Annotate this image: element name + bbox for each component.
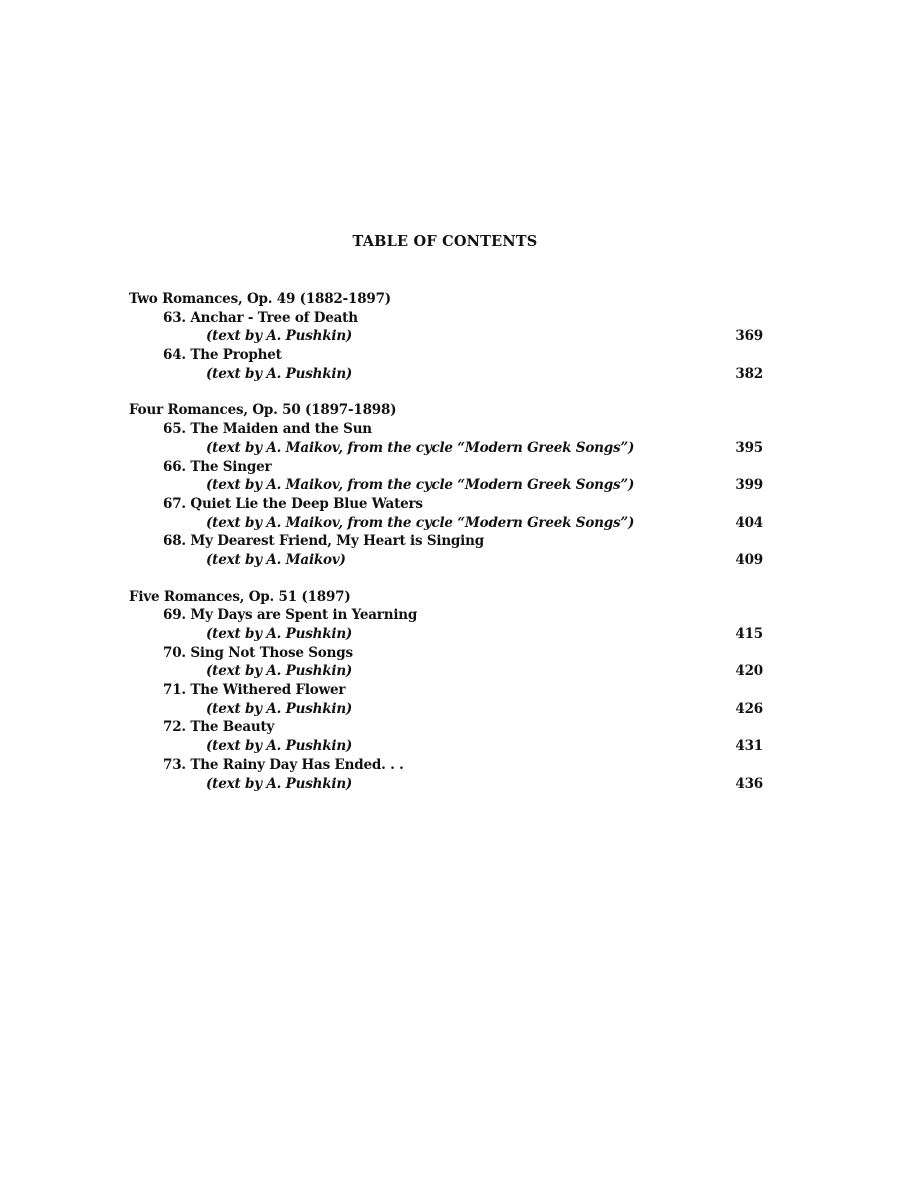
- song-title[interactable]: 65. The Maiden and the Sun: [163, 421, 372, 438]
- song-credit: [129, 365, 769, 384]
- song-title[interactable]: 63. Anchar - Tree of Death: [163, 309, 358, 326]
- song-credit: [129, 625, 769, 644]
- page-number[interactable]: 436: [735, 775, 763, 792]
- page-title: TABLE OF CONTENTS: [352, 233, 538, 250]
- song-credit: [129, 700, 769, 719]
- song-title[interactable]: 68. My Dearest Friend, My Heart is Singing: [163, 533, 484, 550]
- toc-section: [129, 401, 769, 569]
- page-number[interactable]: 409: [735, 551, 763, 568]
- credit-text: (text by A. Pushkin): [206, 626, 353, 642]
- page-number[interactable]: 426: [735, 700, 763, 717]
- page-number[interactable]: 420: [735, 663, 763, 680]
- song-credit: [129, 327, 769, 346]
- song-title[interactable]: 66. The Singer: [163, 458, 272, 475]
- song-credit: [129, 551, 769, 570]
- page-number[interactable]: 369: [735, 328, 763, 345]
- song-title[interactable]: 64. The Prophet: [163, 347, 282, 364]
- credit-text: (text by A. Pushkin): [206, 775, 353, 792]
- song-credit: [129, 476, 769, 495]
- page-number[interactable]: 415: [735, 626, 763, 642]
- page-number[interactable]: 382: [735, 365, 763, 382]
- credit-text: (text by A. Pushkin): [206, 738, 353, 755]
- song-credit: [129, 662, 769, 681]
- page-number[interactable]: 431: [735, 738, 763, 755]
- song-title[interactable]: 73. The Rainy Day Has Ended. . .: [163, 756, 404, 773]
- credit-text: (text by A. Maikov, from the cycle “Modern Greek Songs”): [206, 477, 635, 494]
- toc-section: [129, 290, 769, 383]
- song-credit: [129, 775, 769, 794]
- song-title[interactable]: 72. The Beauty: [163, 719, 275, 736]
- song-title[interactable]: 71. The Withered Flower: [163, 682, 346, 699]
- credit-text: (text by A. Maikov): [206, 551, 346, 568]
- section-title: Two Romances, Op. 49 (1882-1897): [129, 291, 391, 307]
- credit-text: (text by A. Maikov, from the cycle “Modern Greek Songs”): [206, 439, 635, 456]
- page-number[interactable]: 404: [735, 514, 763, 531]
- page-number[interactable]: 399: [735, 477, 763, 494]
- song-title[interactable]: 69. My Days are Spent in Yearning: [163, 607, 418, 624]
- section-title: Four Romances, Op. 50 (1897-1898): [129, 402, 397, 419]
- song-credit: [129, 514, 769, 533]
- section-title: Five Romances, Op. 51 (1897): [129, 588, 351, 605]
- page-number[interactable]: 395: [735, 439, 763, 456]
- table-of-contents: [129, 290, 769, 811]
- credit-text: (text by A. Pushkin): [206, 663, 353, 680]
- credit-text: (text by A. Pushkin): [206, 700, 353, 717]
- credit-text: (text by A. Maikov, from the cycle “Modern Greek Songs”): [206, 514, 635, 531]
- toc-section: [129, 588, 769, 794]
- credit-text: (text by A. Pushkin): [206, 328, 353, 345]
- song-credit: [129, 737, 769, 756]
- song-title[interactable]: 70. Sing Not Those Songs: [163, 644, 353, 661]
- song-credit: [129, 439, 769, 458]
- credit-text: (text by A. Pushkin): [206, 365, 353, 382]
- song-title[interactable]: 67. Quiet Lie the Deep Blue Waters: [163, 495, 423, 512]
